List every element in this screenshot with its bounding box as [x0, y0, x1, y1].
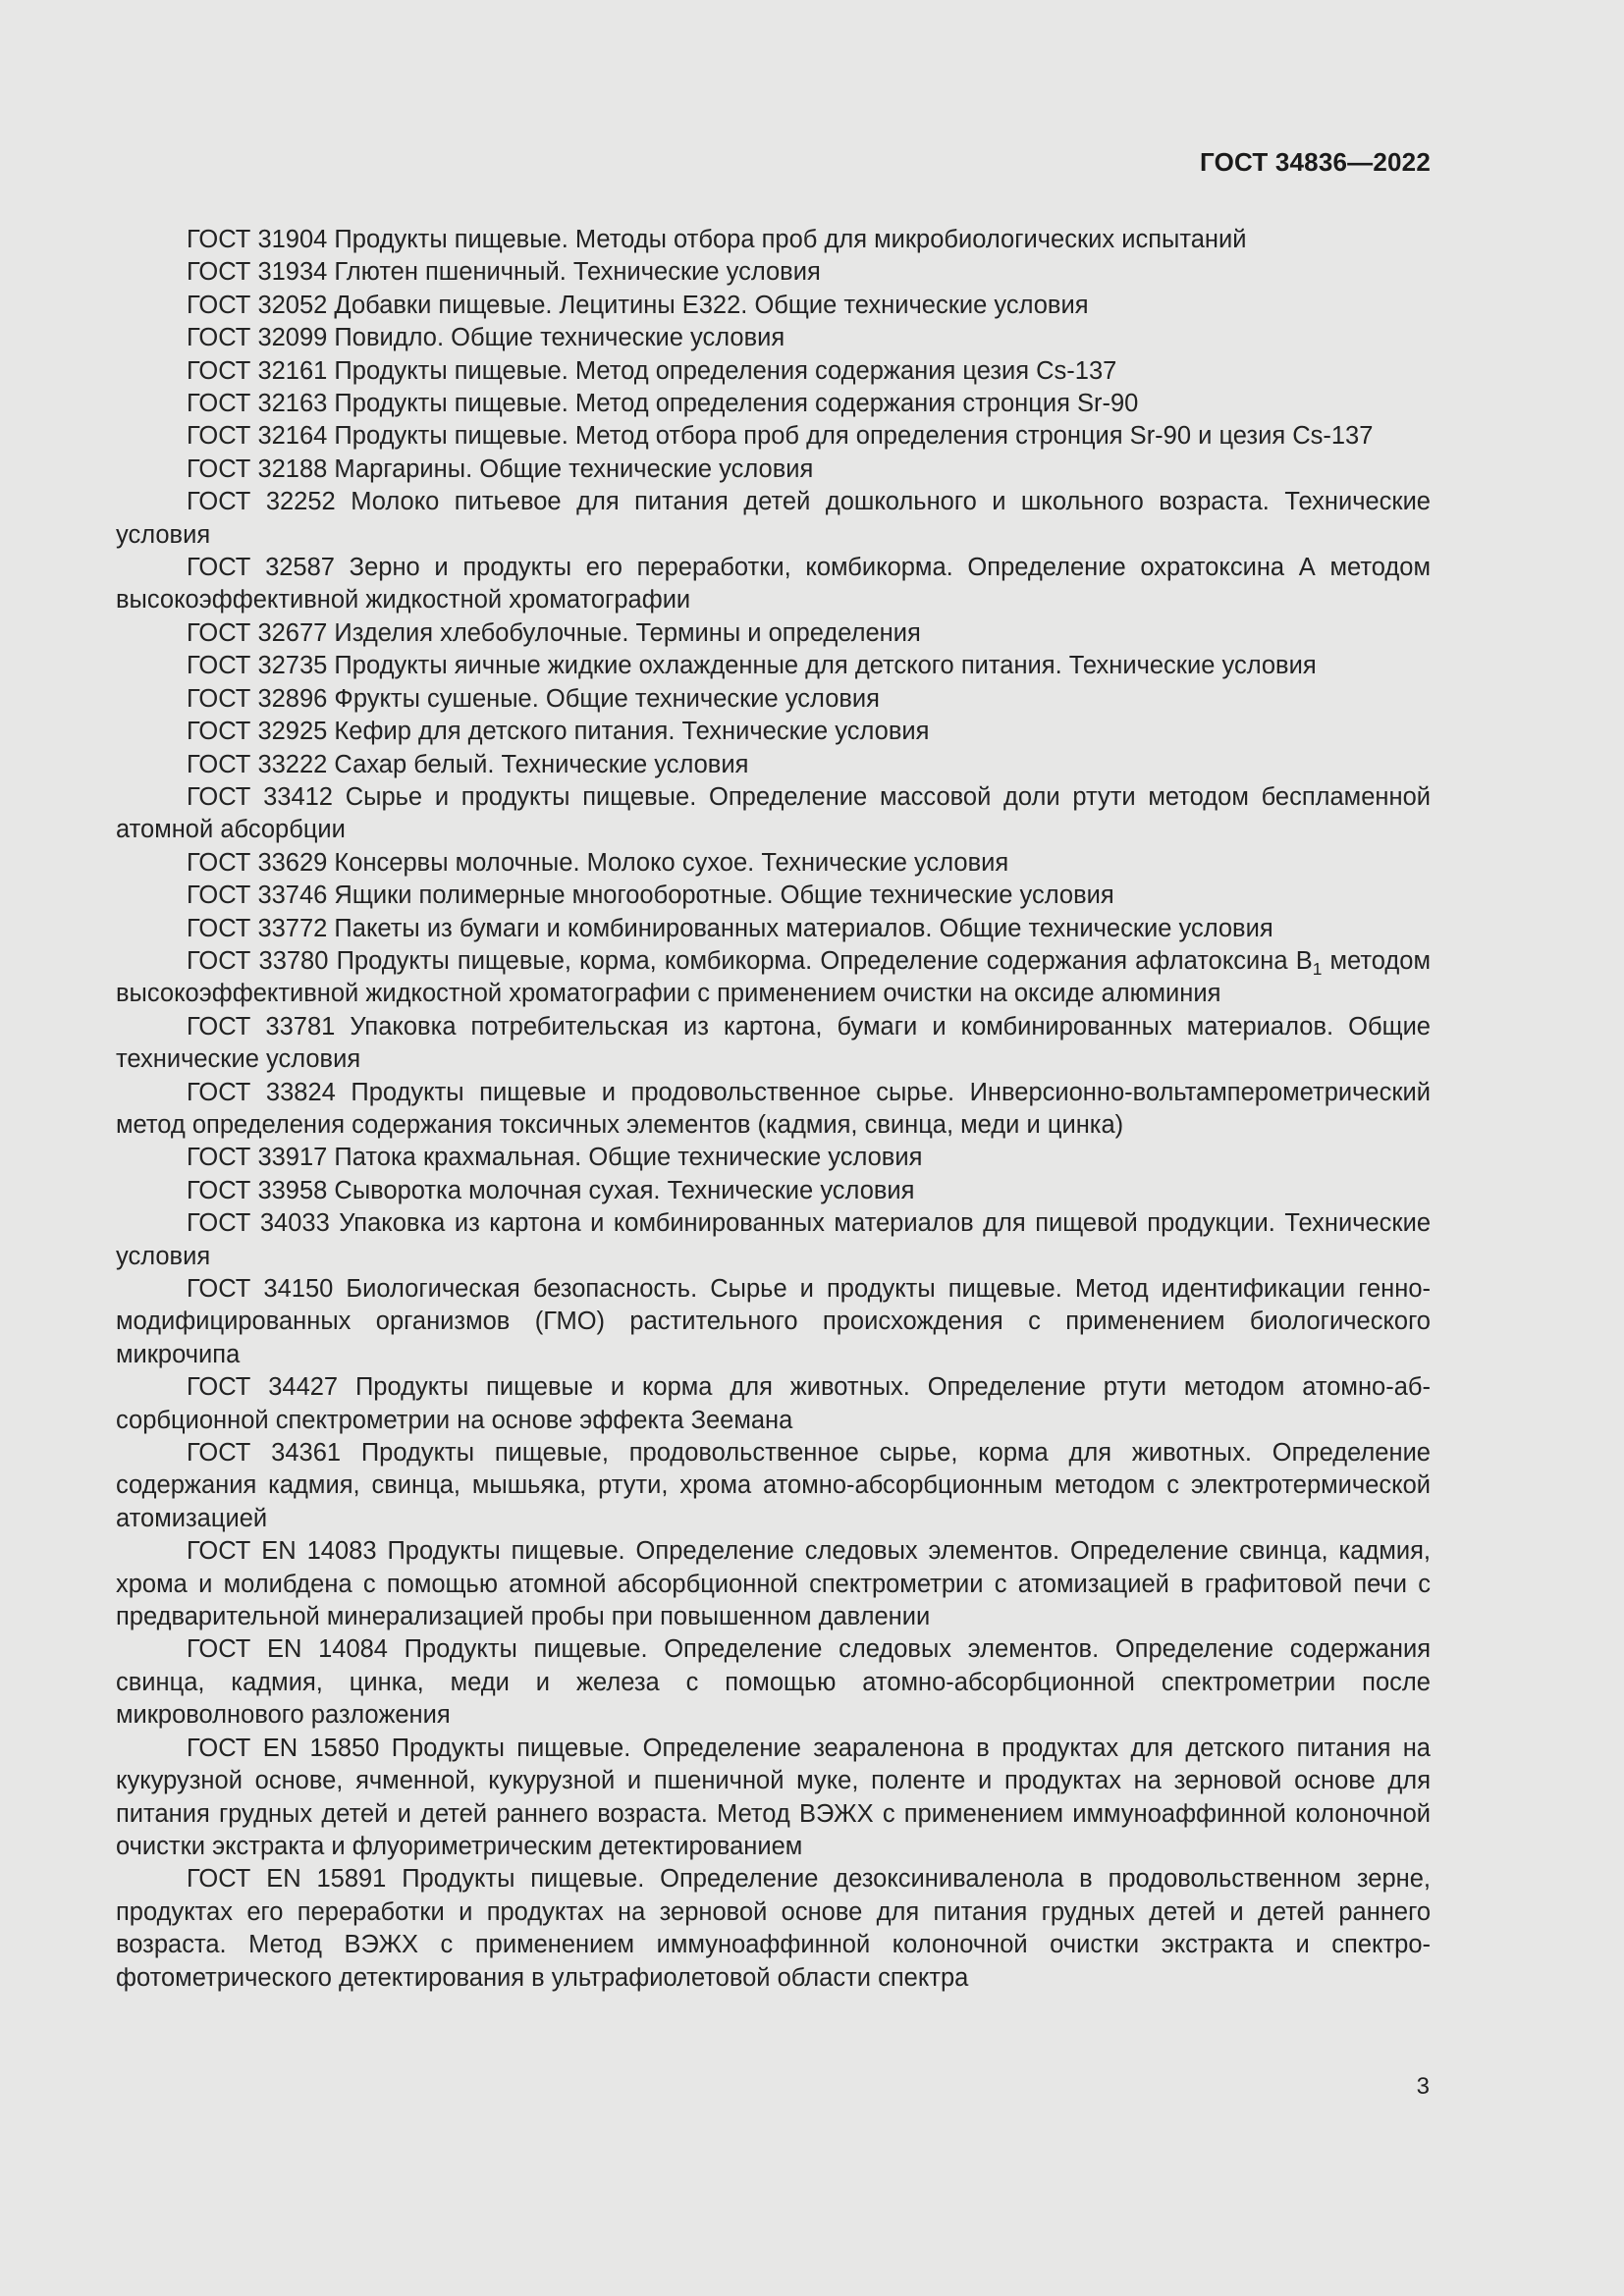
reference-entry: ГОСТ 32052 Добавки пищевые. Лецитины Е322. Общие технические условия: [187, 291, 1089, 319]
reference-entry: ГОСТ 33958 Сыворотка молочная сухая. Технические условия: [187, 1176, 915, 1204]
reference-entry: ГОСТ 32925 Кефир для детского питания. Технические условия: [187, 718, 930, 746]
reference-entry: ГОСТ 34150 Биологическая безопасность. Сырье и продукты пищевые. Метод идентификации генно-модифицированных организмов (ГМО) растительного происхождения с применением биологического микрочипа: [116, 1275, 1431, 1368]
subscript-number: 1: [1312, 959, 1323, 979]
reference-entry: ГОСТ 33917 Патока крахмальная. Общие технические условия: [187, 1144, 923, 1172]
reference-entry: ГОСТ 32896 Фрукты сушеные. Общие технические условия: [187, 684, 880, 713]
standard-code-header: ГОСТ 34836—2022: [1200, 147, 1431, 177]
normative-references-list: [116, 224, 1431, 1995]
reference-entry: ГОСТ 34361 Продукты пищевые, продовольственное сырье, корма для животных. Определение содержания кадмия, свинца, мышьяка, ртути, хрома атомно-абсорбционным методом с электротермической атомизацией: [116, 1439, 1431, 1532]
reference-entry: ГОСТ 31904 Продукты пищевые. Методы отбора проб для микробиологических испытаний: [187, 226, 1247, 253]
reference-entry: ГОСТ 32161 Продукты пищевые. Метод определения содержания цезия Cs-137: [187, 356, 1117, 385]
reference-entry: ГОСТ 32735 Продукты яичные жидкие охлажденные для детского питания. Технические условия: [187, 652, 1317, 680]
reference-entry: ГОСТ 33772 Пакеты из бумаги и комбинированных материалов. Общие технические условия: [187, 914, 1273, 942]
reference-text-before-subscript: ГОСТ 33780 Продукты пищевые, корма, комбикорма. Определение содержания афлатоксина В: [187, 946, 1313, 975]
reference-entry: ГОСТ 32188 Маргарины. Общие технические условия: [187, 454, 814, 483]
reference-entry: ГОСТ 34033 Упаковка из картона и комбинированных материалов для пищевой продукции. Технические условия: [116, 1209, 1431, 1270]
reference-entry: ГОСТ 32163 Продукты пищевые. Метод определения содержания стронция Sr-90: [187, 390, 1139, 418]
reference-entry: ГОСТ EN 14084 Продукты пищевые. Определение следовых элементов. Определение содержания свинца, кадмия, цинка, меди и железа с помощью атомно-абсорбционной спектрометрии после микроволнового разложения: [116, 1635, 1431, 1730]
reference-entry: ГОСТ 33781 Упаковка потребительская из картона, бумаги и комбинированных материалов. Общие технические условия: [116, 1012, 1431, 1074]
reference-entry: ГОСТ 32587 Зерно и продукты его переработки, комбикорма. Определение охратоксина А методом высокоэффективной жидкостной хроматографии: [116, 554, 1431, 614]
reference-entry: ГОСТ 34427 Продукты пищевые и корма для животных. Определение ртути методом атомно-абсорбционной спектрометрии на основе эффекта Зеемана: [116, 1373, 1431, 1434]
reference-entry: ГОСТ EN 15891 Продукты пищевые. Определение дезоксиниваленола в продовольственном зерне, продуктах его переработки и продуктах на зерновой основе для питания грудных детей и детей раннего возраста. Метод ВЭЖХ с применением иммуноаффинной колоночной очистки экстракта и спектрофотометрического детектирования в ультрафиолетовой области спектра: [116, 1865, 1431, 1992]
reference-entry: ГОСТ EN 15850 Продукты пищевые. Определение зеараленона в продуктах для детского питания на кукурузной основе, ячменной, кукурузной и пшеничной муке, поленте и продуктах на зерновой основе для питания грудных детей и детей раннего возраста. Метод ВЭЖХ с применением иммуноаффинной колоночной очистки экстракта и флуориметрическим детектированием: [116, 1734, 1431, 1860]
reference-entry: ГОСТ 33746 Ящики полимерные многооборотные. Общие технические условия: [187, 881, 1114, 910]
reference-entry: ГОСТ 33412 Сырье и продукты пищевые. Определение массовой доли ртути методом беспламенной атомной абсорбции: [116, 782, 1431, 844]
reference-entry: ГОСТ 33222 Сахар белый. Технические условия: [187, 750, 749, 778]
reference-entry: ГОСТ 32099 Повидло. Общие технические условия: [187, 324, 785, 352]
reference-entry: ГОСТ 32252 Молоко питьевое для питания детей дошкольного и школьного возраста. Технические условия: [116, 488, 1431, 549]
reference-entry-with-subscript: [116, 945, 1431, 1011]
reference-entry: ГОСТ 32164 Продукты пищевые. Метод отбора проб для определения стронция Sr-90 и цезия Cs-137: [187, 422, 1374, 451]
reference-entry: ГОСТ 31934 Глютен пшеничный. Технические условия: [187, 258, 821, 287]
reference-entry: ГОСТ 33824 Продукты пищевые и продовольственное сырье. Инверсионно-вольтамперометрический метод определения содержания токсичных элементов (кадмия, свинца, меди и цинка): [116, 1078, 1431, 1139]
reference-entry: ГОСТ 32677 Изделия хлебобулочные. Термины и определения: [187, 618, 921, 647]
reference-entry: ГОСТ 33629 Консервы молочные. Молоко сухое. Технические условия: [187, 848, 1009, 877]
reference-text-after-subscript: методом высокоэффективной жидкостной хроматографии с применением очистки на оксиде алюминия: [116, 946, 1431, 1008]
page-number: 3: [1416, 2073, 1430, 2100]
reference-entry: ГОСТ EN 14083 Продукты пищевые. Определение следовых элементов. Определение свинца, кадмия, хрома и молибдена с помощью атомной абсорбционной спектрометрии с атомизацией в графитовой печи с предварительной минерализацией пробы при повышенном давлении: [116, 1537, 1431, 1631]
